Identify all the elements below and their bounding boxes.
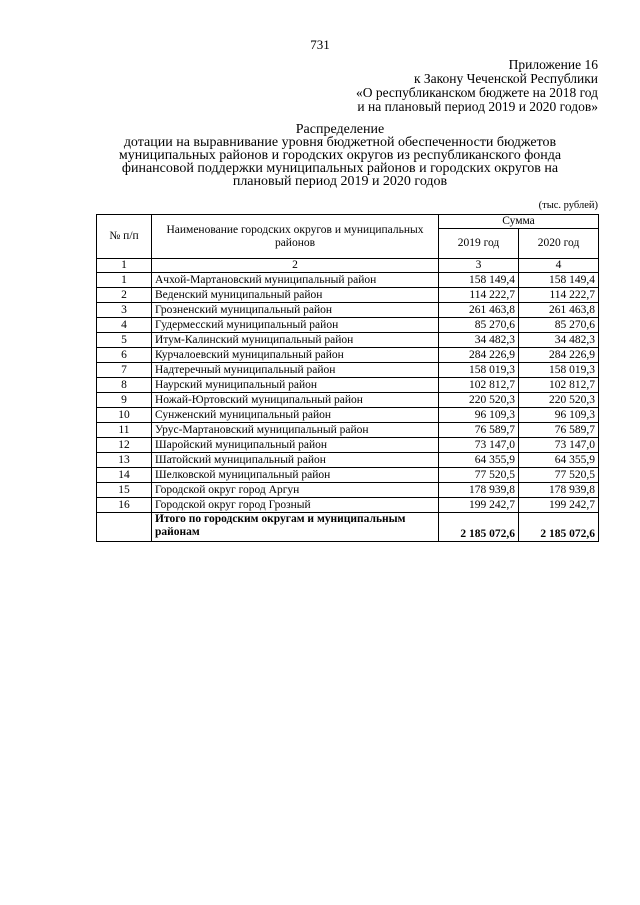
row-number: 4 [97,318,152,333]
row-value-2019: 96 109,3 [439,408,519,423]
row-value-2020: 114 222,7 [519,288,599,303]
row-number: 15 [97,483,152,498]
table-row [97,288,599,303]
page-number: 731 [310,37,330,52]
row-value-2019: 102 812,7 [439,378,519,393]
row-value-2019: 77 520,5 [439,468,519,483]
row-value-2020: 284 226,9 [519,348,599,363]
appendix-line: к Закону Чеченской Республики [413,71,598,86]
row-name: Городской округ город Аргун [152,483,439,498]
appendix-line: «О республиканском бюджете на 2018 год [355,85,598,100]
row-number: 8 [97,378,152,393]
row-name: Наурский муниципальный район [152,378,439,393]
table-row [97,468,599,483]
row-value-2020: 64 355,9 [519,453,599,468]
row-value-2019: 158 149,4 [439,273,519,288]
row-name: Шаройский муниципальный район [152,438,439,453]
row-name: Гудермесский муниципальный район [152,318,439,333]
row-number: 1 [97,273,152,288]
row-name: Сунженский муниципальный район [152,408,439,423]
row-value-2020: 85 270,6 [519,318,599,333]
row-value-2020: 158 019,3 [519,363,599,378]
appendix-line: Приложение 16 [508,57,598,72]
heading-line: плановый период 2019 и 2020 годов [232,174,448,189]
column-index: 2 [152,259,439,273]
heading-line: муниципальных районов и городских округов из республиканского фонда [118,148,562,163]
header-year-2019: 2019 год [439,229,519,259]
total-label: Итого по городским округам и муниципальным районам [152,513,439,542]
row-name: Шатойский муниципальный район [152,453,439,468]
table-row [97,333,599,348]
row-value-2019: 158 019,3 [439,363,519,378]
table-row [97,273,599,288]
total-row [97,513,599,542]
table-row [97,423,599,438]
row-value-2020: 199 242,7 [519,498,599,513]
heading-title: Распределение [295,122,385,137]
column-index: 3 [439,259,519,273]
row-number: 3 [97,303,152,318]
row-name: Ножай-Юртовский муниципальный район [152,393,439,408]
row-name: Надтеречный муниципальный район [152,363,439,378]
column-index: 4 [519,259,599,273]
row-value-2019: 178 939,8 [439,483,519,498]
heading-line: дотации на выравнивание уровня бюджетной обеспеченности бюджетов [123,135,557,150]
table-row [97,303,599,318]
table-row [97,378,599,393]
row-number: 14 [97,468,152,483]
units-note: (тыс. рублей) [538,200,598,211]
row-number: 2 [97,288,152,303]
row-name: Ачхой-Мартановский муниципальный район [152,273,439,288]
row-name: Итум-Калинский муниципальный район [152,333,439,348]
row-name: Грозненский муниципальный район [152,303,439,318]
header-year-2020: 2020 год [519,229,599,259]
table-row [97,438,599,453]
total-2019: 2 185 072,6 [439,513,519,542]
header-name: Наименование городских округов и муниципальных районов [152,215,439,259]
table-row [97,393,599,408]
row-value-2020: 73 147,0 [519,438,599,453]
header-sum: Сумма [439,215,599,229]
row-value-2020: 76 589,7 [519,423,599,438]
table-row [97,408,599,423]
appendix-reference [356,58,598,114]
row-value-2019: 261 463,8 [439,303,519,318]
table-row [97,453,599,468]
table-row [97,348,599,363]
total-2020: 2 185 072,6 [519,513,599,542]
table-row [97,483,599,498]
row-value-2020: 96 109,3 [519,408,599,423]
row-value-2020: 158 149,4 [519,273,599,288]
table-row [97,498,599,513]
column-index-row [97,259,599,273]
row-value-2020: 102 812,7 [519,378,599,393]
row-name: Веденский муниципальный район [152,288,439,303]
table-row [97,363,599,378]
row-value-2019: 114 222,7 [439,288,519,303]
row-value-2020: 178 939,8 [519,483,599,498]
row-number: 11 [97,423,152,438]
row-name: Городской округ город Грозный [152,498,439,513]
row-value-2020: 261 463,8 [519,303,599,318]
row-number: 16 [97,498,152,513]
row-value-2020: 34 482,3 [519,333,599,348]
appendix-line: и на плановый период 2019 и 2020 годов» [357,99,598,114]
header-number: № п/п [97,215,152,259]
heading-line: финансовой поддержки муниципальных районов и городских округов на [121,161,559,176]
row-value-2019: 85 270,6 [439,318,519,333]
allocation-table [96,214,599,542]
table-row [97,318,599,333]
row-value-2019: 220 520,3 [439,393,519,408]
row-name: Шелковской муниципальный район [152,468,439,483]
row-value-2019: 284 226,9 [439,348,519,363]
row-value-2020: 220 520,3 [519,393,599,408]
row-number: 13 [97,453,152,468]
row-name: Урус-Мартановский муниципальный район [152,423,439,438]
row-value-2019: 34 482,3 [439,333,519,348]
document-heading [80,123,600,188]
row-value-2019: 76 589,7 [439,423,519,438]
row-value-2019: 64 355,9 [439,453,519,468]
row-number: 10 [97,408,152,423]
row-number: 6 [97,348,152,363]
total-number-cell [97,513,152,542]
row-value-2019: 199 242,7 [439,498,519,513]
row-number: 9 [97,393,152,408]
row-number: 5 [97,333,152,348]
row-number: 12 [97,438,152,453]
column-index: 1 [97,259,152,273]
row-value-2020: 77 520,5 [519,468,599,483]
row-value-2019: 73 147,0 [439,438,519,453]
row-number: 7 [97,363,152,378]
row-name: Курчалоевский муниципальный район [152,348,439,363]
